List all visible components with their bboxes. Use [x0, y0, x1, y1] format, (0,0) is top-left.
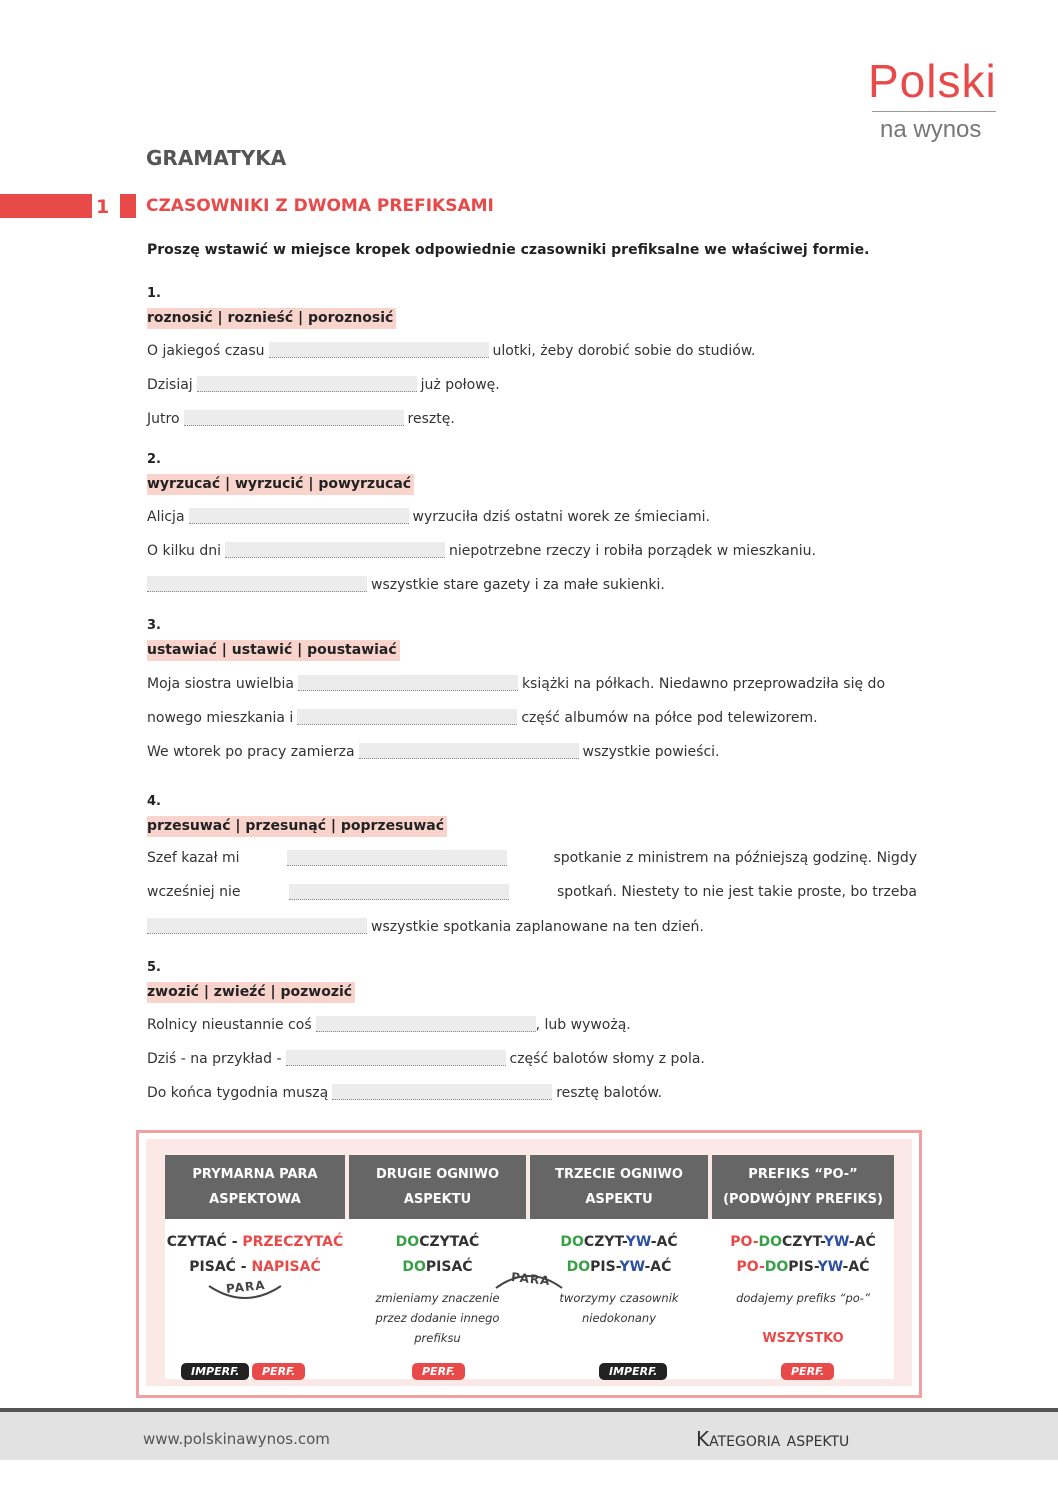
- sentence-text: część balotów słomy z pola.: [509, 1051, 705, 1067]
- prefix: DO: [395, 1234, 420, 1250]
- brand-logo: Polski: [868, 55, 997, 107]
- sentence-text: O jakiegoś czasu: [147, 343, 265, 359]
- ending: -AĆ: [848, 1234, 876, 1250]
- exercise-item-number: 4.: [147, 794, 161, 809]
- verb-root: CZYTAĆ: [419, 1234, 480, 1250]
- sentence-text: wszystkie powieści.: [582, 744, 720, 760]
- perf-tag: [412, 1360, 465, 1380]
- sentence-text: Moja siostra uwielbia: [147, 676, 294, 692]
- po-prefix-column: [712, 1230, 894, 1351]
- note-line: dodajemy prefiks “po-”: [736, 1291, 870, 1305]
- perfective-verb: NAPISAĆ: [251, 1259, 321, 1275]
- sentence-line: [147, 709, 818, 726]
- primary-pair-column: [165, 1230, 345, 1280]
- verb-set-label: wyrzucać | wyrzucić | powyrzucać: [147, 474, 414, 495]
- sentence-text: wcześniej nie: [147, 884, 241, 900]
- perfective-verb: PRZECZYTAĆ: [242, 1234, 344, 1250]
- note-line: zmieniamy znaczenie: [375, 1291, 500, 1305]
- ending: -AĆ: [644, 1259, 672, 1275]
- note-line: niedokonany: [581, 1311, 657, 1325]
- imperf-tag-label: IMPERF.: [599, 1363, 667, 1380]
- footer-title: Kategoria aspektu: [696, 1427, 850, 1451]
- sentence-line: [147, 508, 710, 525]
- sentence-text: O kilku dni: [147, 543, 222, 559]
- example-verb: [712, 1230, 894, 1255]
- table-header-second-link: [349, 1155, 526, 1219]
- verb-set: [147, 815, 447, 834]
- sentence-text: , lub wywożą.: [535, 1017, 631, 1033]
- sentence-text: część albumów na półce pod telewizorem.: [521, 710, 818, 726]
- prefix: DO: [560, 1234, 584, 1250]
- wszystko-stamp: WSZYSTKO: [762, 1331, 844, 1346]
- sentence-text: resztę.: [407, 411, 455, 427]
- sentence-line: [147, 410, 455, 427]
- note-line: przez dodanie innego: [375, 1311, 500, 1325]
- sentence-line: [147, 1016, 631, 1033]
- header-line: ASPEKTU: [585, 1192, 653, 1207]
- perf-tag-label: PERF.: [252, 1363, 305, 1380]
- blank-field[interactable]: [359, 743, 579, 759]
- verb-set-label: ustawiać | ustawić | poustawiać: [147, 640, 400, 661]
- blank-field[interactable]: [287, 850, 507, 866]
- sentence-text: niepotrzebne rzeczy i robiła porządek w mieszkaniu.: [449, 543, 816, 559]
- sentence-text: wszystkie spotkania zaplanowane na ten dzień.: [371, 919, 704, 935]
- header-line: DRUGIE OGNIWO: [375, 1167, 500, 1182]
- suffix: YW: [817, 1259, 843, 1275]
- exercise-item-number: 2.: [147, 452, 161, 467]
- perf-tag-label: PERF.: [412, 1363, 465, 1380]
- imperfective-verb: CZYTAĆ: [166, 1234, 227, 1250]
- separator: -: [235, 1259, 252, 1275]
- separator: -: [226, 1234, 243, 1250]
- imperfective-verb: PISAĆ: [189, 1259, 236, 1275]
- blank-field[interactable]: [147, 576, 367, 592]
- banner-accent-block: [120, 194, 136, 218]
- exercise-title: CZASOWNIKI Z DWOMA PREFIKSAMI: [146, 196, 494, 216]
- blank-field[interactable]: [297, 709, 517, 725]
- sentence-line: [143, 918, 704, 935]
- sentence-text: wyrzuciła dziś ostatni worek ze śmieciami.: [412, 509, 710, 525]
- sentence-line: [147, 1084, 662, 1101]
- example-verb: [530, 1255, 708, 1280]
- sentence-text: Jutro: [147, 411, 180, 427]
- blank-field[interactable]: [184, 410, 404, 426]
- verb-set: [147, 473, 414, 492]
- perf-tag: [252, 1360, 305, 1380]
- prefix: DO: [402, 1259, 426, 1275]
- blank-field[interactable]: [316, 1016, 536, 1032]
- verb-root: CZYT-: [583, 1234, 626, 1250]
- verb-root: PIS-: [788, 1259, 818, 1275]
- header-line: ASPEKTU: [403, 1192, 472, 1207]
- sentence-line: [147, 743, 720, 760]
- table-header-third-link: [530, 1155, 708, 1219]
- sentence-text: ulotki, żeby dorobić sobie do studiów.: [492, 343, 756, 359]
- imperf-tag: [599, 1360, 667, 1380]
- section-heading: GRAMATYKA: [146, 146, 287, 170]
- sentence-line: [147, 850, 917, 866]
- perf-tag-label: PERF.: [781, 1363, 834, 1380]
- verb-root: CZYT-: [782, 1234, 824, 1250]
- prefix: DO: [758, 1234, 783, 1250]
- prefix: DO: [764, 1259, 789, 1275]
- imperf-tag: [181, 1360, 249, 1380]
- exercise-number: 1: [96, 196, 110, 218]
- blank-field[interactable]: [332, 1084, 552, 1100]
- sentence-text: wszystkie stare gazety i za małe sukienki.: [371, 577, 665, 593]
- note-line: tworzymy czasownik: [559, 1291, 679, 1305]
- sentence-text: Szef kazał mi: [147, 850, 240, 866]
- exercise-item-number: 3.: [147, 618, 161, 633]
- sentence-text: spotkań. Niestety to nie jest takie proste, bo trzeba: [556, 884, 917, 900]
- note-line: prefiksu: [414, 1331, 461, 1345]
- suffix: YW: [823, 1234, 849, 1250]
- header-line: ASPEKTOWA: [209, 1192, 301, 1207]
- header-line: PRYMARNA PARA: [192, 1167, 318, 1182]
- sentence-text: już połowę.: [420, 377, 500, 393]
- verb-set-label: przesuwać | przesunąć | poprzesuwać: [147, 816, 447, 837]
- logo-divider: [872, 111, 996, 112]
- suffix: YW: [619, 1259, 645, 1275]
- sentence-text: We wtorek po pracy zamierza: [147, 744, 355, 760]
- sentence-text: nowego mieszkania i: [147, 710, 294, 726]
- brand-logo-subtitle: na wynos: [880, 116, 982, 143]
- ending: -AĆ: [650, 1234, 678, 1250]
- verb-set: [147, 981, 355, 1000]
- blank-field[interactable]: [289, 884, 509, 900]
- sentence-line: [147, 884, 917, 900]
- blank-field[interactable]: [269, 342, 489, 358]
- ending: -AĆ: [842, 1259, 870, 1275]
- sentence-line: [147, 542, 816, 559]
- instruction: Proszę wstawić w miejsce kropek odpowiednie czasowniki prefiksalne we właściwej formie.: [147, 242, 870, 258]
- para-label: PARA: [225, 1277, 267, 1297]
- sentence-line: [147, 342, 755, 359]
- blank-field[interactable]: [286, 1050, 506, 1066]
- para-label: PARA: [510, 1269, 552, 1289]
- table-header-po-prefix: [712, 1155, 894, 1219]
- table-header-primary-pair: [165, 1155, 345, 1219]
- header-line: PREFIKS “PO-”: [748, 1167, 858, 1182]
- perf-tag: [781, 1360, 834, 1380]
- example-verb: [349, 1230, 526, 1255]
- footer-url[interactable]: www.polskinawynos.com: [143, 1430, 330, 1448]
- blank-field[interactable]: [298, 675, 518, 691]
- exercise-item-number: 5.: [147, 960, 161, 975]
- sentence-text: Dziś - na przykład -: [147, 1051, 282, 1067]
- prefix: DO: [566, 1259, 591, 1275]
- blank-field[interactable]: [147, 918, 367, 934]
- imperf-tag-label: IMPERF.: [181, 1363, 249, 1380]
- sentence-line: [147, 675, 885, 692]
- verb-set: [147, 307, 396, 326]
- exercise-item-number: 1.: [147, 286, 161, 301]
- blank-field[interactable]: [225, 542, 445, 558]
- example-verb: [530, 1230, 708, 1255]
- suffix: YW: [625, 1234, 651, 1250]
- sentence-text: spotkanie z ministrem na późniejszą godzinę. Nigdy: [553, 850, 917, 866]
- example-verb: [712, 1255, 894, 1280]
- sentence-text: resztę balotów.: [556, 1085, 663, 1101]
- verb-root: PISAĆ: [425, 1259, 473, 1275]
- verb-set: [147, 639, 400, 658]
- sentence-text: Do końca tygodnia muszą: [147, 1085, 329, 1101]
- verb-root: PIS-: [590, 1259, 620, 1275]
- header-line: TRZECIE OGNIWO: [555, 1167, 683, 1182]
- po-prefix: PO-: [730, 1234, 759, 1250]
- verb-set-label: zwozić | zwieźć | pozwozić: [147, 982, 355, 1003]
- sentence-text: książki na półkach. Niedawno przeprowadziła się do: [521, 676, 886, 692]
- sentence-line: [147, 376, 500, 393]
- sentence-text: Rolnicy nieustannie coś: [147, 1017, 312, 1033]
- third-link-column: [530, 1230, 708, 1328]
- header-line: (PODWÓJNY PREFIKS): [723, 1192, 883, 1207]
- blank-field[interactable]: [197, 376, 417, 392]
- verb-set-label: roznosić | roznieść | poroznosić: [147, 308, 396, 329]
- sentence-text: Dzisiaj: [147, 377, 193, 393]
- sentence-text: Alicja: [147, 509, 185, 525]
- po-prefix: PO-: [736, 1259, 765, 1275]
- example-pair: [165, 1230, 345, 1255]
- sentence-line: [147, 1050, 705, 1067]
- blank-field[interactable]: [189, 508, 409, 524]
- sentence-line: [143, 576, 665, 593]
- banner-accent-bar: [0, 194, 92, 218]
